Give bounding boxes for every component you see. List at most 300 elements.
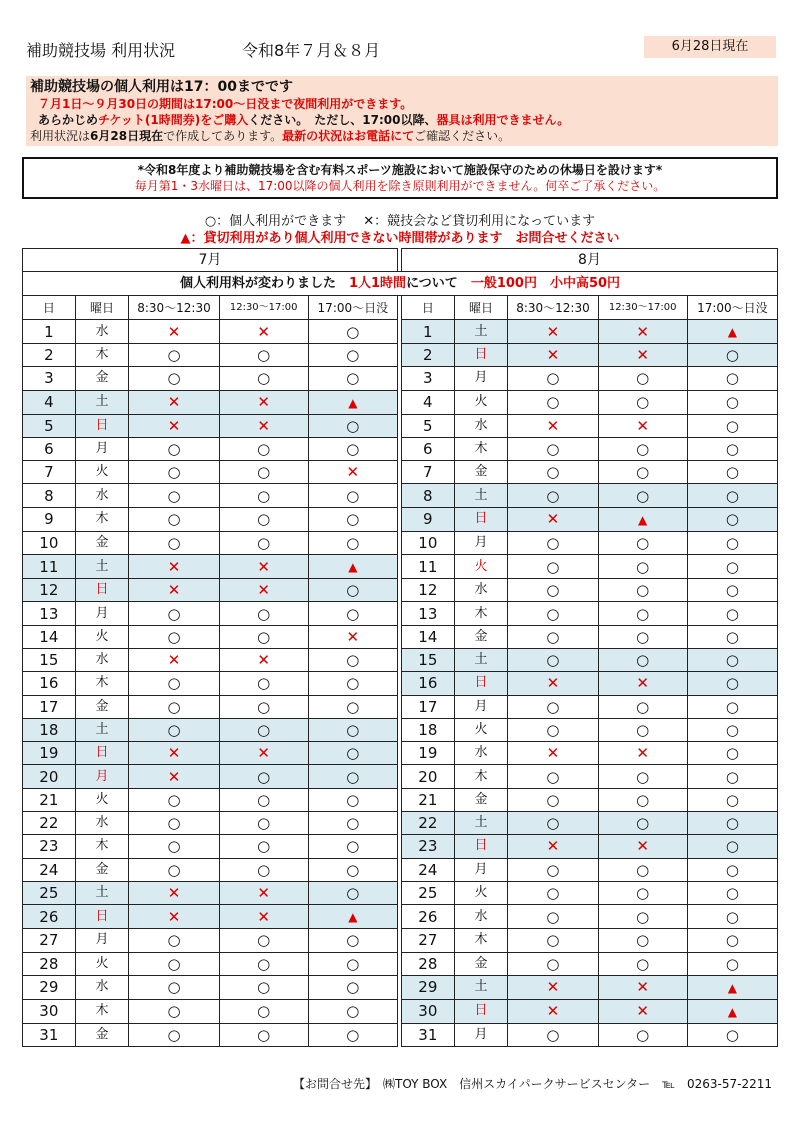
page-title: 補助競技場 利用状況 bbox=[26, 41, 176, 60]
legend-line-1: ○：個人利用ができます ✕：競技会など貸切利用になっています bbox=[204, 214, 596, 229]
table-row bbox=[23, 742, 778, 765]
as-of-date: 6月28日現在 bbox=[644, 36, 776, 58]
august-slot3-cell bbox=[687, 555, 777, 579]
availability-mark: ○ bbox=[546, 884, 560, 903]
availability-mark: ○ bbox=[636, 440, 650, 459]
availability-mark: ○ bbox=[725, 369, 739, 388]
july-slot2-cell bbox=[219, 390, 308, 414]
august-slot3-cell bbox=[687, 672, 777, 695]
august-day-cell: 7 bbox=[401, 461, 454, 484]
availability-mark: ○ bbox=[636, 486, 650, 505]
availability-mark: ✕ bbox=[546, 837, 560, 856]
august-weekday-cell: 月 bbox=[454, 858, 508, 881]
august-weekday-cell: 月 bbox=[454, 367, 508, 390]
col-header-slot3: 17:00～日没 bbox=[687, 296, 777, 320]
july-weekday-cell: 水 bbox=[75, 975, 129, 999]
availability-mark: ✕ bbox=[257, 907, 270, 926]
august-slot2-cell bbox=[598, 952, 687, 975]
availability-mark: ✕ bbox=[636, 322, 649, 341]
july-day-cell: 24 bbox=[23, 858, 76, 881]
availability-mark: ○ bbox=[346, 322, 360, 341]
july-weekday-cell: 木 bbox=[75, 999, 129, 1023]
august-slot1-cell bbox=[508, 531, 598, 554]
july-slot1-cell bbox=[129, 390, 219, 414]
august-slot3-cell bbox=[687, 367, 777, 390]
availability-mark: ○ bbox=[546, 604, 560, 623]
availability-mark: ✕ bbox=[257, 393, 270, 412]
table-row bbox=[23, 1023, 778, 1046]
july-slot3-cell bbox=[308, 952, 397, 975]
availability-mark: ○ bbox=[546, 486, 560, 505]
july-day-cell: 15 bbox=[23, 648, 76, 671]
availability-mark: ○ bbox=[725, 907, 739, 926]
availability-mark: ○ bbox=[346, 1025, 360, 1044]
july-slot1-cell bbox=[129, 484, 219, 507]
availability-mark: ✕ bbox=[346, 463, 360, 482]
availability-mark: ○ bbox=[725, 486, 739, 505]
august-slot2-cell bbox=[598, 344, 687, 367]
availability-mark: ○ bbox=[346, 416, 360, 435]
availability-mark: ○ bbox=[636, 369, 650, 388]
august-slot3-cell bbox=[687, 461, 777, 484]
fee-notice-b: 1人1時間 bbox=[348, 275, 407, 291]
august-weekday-cell: 日 bbox=[454, 344, 508, 367]
availability-mark: ○ bbox=[257, 1025, 271, 1044]
august-weekday-cell: 土 bbox=[454, 975, 508, 999]
availability-mark: ○ bbox=[725, 1025, 739, 1044]
july-weekday-cell: 木 bbox=[75, 507, 129, 531]
july-day-cell: 7 bbox=[23, 461, 76, 484]
august-weekday-cell: 火 bbox=[454, 718, 508, 741]
availability-mark: ○ bbox=[257, 1002, 271, 1021]
availability-mark: ○ bbox=[636, 393, 650, 412]
availability-mark: ✕ bbox=[636, 744, 649, 763]
july-slot1-cell bbox=[129, 320, 219, 344]
august-slot3-cell bbox=[687, 602, 777, 625]
availability-mark: ○ bbox=[167, 860, 181, 879]
july-weekday-cell: 水 bbox=[75, 320, 129, 344]
availability-mark: ○ bbox=[346, 837, 360, 856]
availability-mark: ○ bbox=[167, 533, 181, 552]
august-weekday-cell: 木 bbox=[454, 929, 508, 952]
august-slot3-cell bbox=[687, 905, 777, 929]
availability-mark: ▲ bbox=[727, 325, 737, 339]
availability-mark: ○ bbox=[725, 931, 739, 950]
july-day-cell: 9 bbox=[23, 507, 76, 531]
availability-mark: ○ bbox=[257, 814, 271, 833]
availability-mark: ○ bbox=[167, 604, 181, 623]
closure-notice-line-1: *令和8年度より補助競技場を含む有料スポーツ施設において施設保守のための休場日を設けます* bbox=[137, 163, 663, 177]
availability-mark: ○ bbox=[167, 463, 181, 482]
july-slot2-cell bbox=[219, 1023, 308, 1046]
july-slot2-cell bbox=[219, 765, 308, 788]
notice-line-3-c: ください。 ただし、17:00以降、 bbox=[248, 113, 437, 127]
availability-mark: ○ bbox=[725, 814, 739, 833]
august-weekday-cell: 土 bbox=[454, 484, 508, 507]
availability-mark: ○ bbox=[346, 744, 360, 763]
availability-mark: ○ bbox=[546, 440, 560, 459]
availability-mark: ✕ bbox=[636, 978, 649, 997]
availability-mark: ✕ bbox=[167, 744, 181, 763]
availability-mark: ○ bbox=[257, 860, 271, 879]
availability-mark: ○ bbox=[257, 721, 271, 739]
availability-mark: ○ bbox=[636, 860, 650, 879]
august-slot1-cell bbox=[508, 788, 598, 811]
availability-mark: ○ bbox=[546, 581, 560, 600]
availability-mark: ○ bbox=[346, 860, 360, 879]
august-slot1-cell bbox=[508, 367, 598, 390]
august-weekday-cell: 木 bbox=[454, 437, 508, 460]
availability-mark: ○ bbox=[636, 627, 650, 646]
august-day-cell: 6 bbox=[401, 437, 454, 460]
availability-mark: ✕ bbox=[636, 1002, 649, 1021]
availability-mark: ○ bbox=[346, 369, 360, 388]
july-slot1-cell bbox=[129, 367, 219, 390]
availability-mark: ○ bbox=[725, 954, 739, 973]
july-weekday-cell: 火 bbox=[75, 952, 129, 975]
august-slot2-cell bbox=[598, 437, 687, 460]
availability-mark: ✕ bbox=[167, 393, 181, 412]
availability-mark: ○ bbox=[167, 931, 181, 950]
august-slot3-cell bbox=[687, 414, 777, 437]
august-day-cell: 5 bbox=[401, 414, 454, 437]
july-day-cell: 30 bbox=[23, 999, 76, 1023]
availability-mark: ▲ bbox=[348, 395, 358, 410]
availability-mark: ○ bbox=[257, 510, 271, 529]
availability-mark: ✕ bbox=[167, 651, 181, 670]
july-day-cell: 12 bbox=[23, 579, 76, 602]
july-slot1-cell bbox=[129, 555, 219, 579]
july-slot1-cell bbox=[129, 742, 219, 765]
august-weekday-cell: 木 bbox=[454, 602, 508, 625]
august-weekday-cell: 木 bbox=[454, 765, 508, 788]
july-slot2-cell bbox=[219, 788, 308, 811]
availability-mark: ○ bbox=[257, 697, 271, 716]
availability-mark: ○ bbox=[725, 416, 739, 435]
july-weekday-cell: 土 bbox=[75, 881, 129, 904]
table-row bbox=[23, 952, 778, 975]
august-slot3-cell bbox=[687, 952, 777, 975]
august-day-cell: 8 bbox=[401, 484, 454, 507]
july-slot3-cell bbox=[308, 905, 397, 929]
availability-mark: ✕ bbox=[167, 557, 181, 576]
august-weekday-cell: 日 bbox=[454, 672, 508, 695]
august-slot2-cell bbox=[598, 929, 687, 952]
availability-mark: ○ bbox=[725, 697, 739, 716]
availability-mark: ○ bbox=[346, 954, 360, 973]
availability-mark: ○ bbox=[725, 581, 739, 600]
fee-notice-c: について bbox=[406, 275, 458, 291]
august-weekday-cell: 火 bbox=[454, 881, 508, 904]
august-day-cell: 31 bbox=[401, 1023, 454, 1046]
august-day-cell: 10 bbox=[401, 531, 454, 554]
july-slot1-cell bbox=[129, 929, 219, 952]
august-slot2-cell bbox=[598, 555, 687, 579]
availability-mark: ○ bbox=[636, 954, 650, 973]
availability-mark: ✕ bbox=[167, 581, 181, 600]
august-slot2-cell bbox=[598, 881, 687, 904]
august-day-cell: 30 bbox=[401, 999, 454, 1023]
july-slot2-cell bbox=[219, 484, 308, 507]
august-weekday-cell: 金 bbox=[454, 952, 508, 975]
availability-mark: ○ bbox=[167, 440, 181, 459]
table-row bbox=[23, 390, 778, 414]
august-slot3-cell bbox=[687, 858, 777, 881]
august-day-cell: 23 bbox=[401, 835, 454, 858]
august-weekday-cell: 水 bbox=[454, 905, 508, 929]
july-weekday-cell: 月 bbox=[75, 437, 129, 460]
availability-mark: ○ bbox=[546, 627, 560, 646]
july-day-cell: 8 bbox=[23, 484, 76, 507]
august-slot2-cell bbox=[598, 742, 687, 765]
fee-notice-a: 個人利用料が変わりました bbox=[179, 275, 336, 291]
august-slot1-cell bbox=[508, 858, 598, 881]
fee-notice bbox=[23, 272, 778, 296]
availability-mark: ○ bbox=[346, 697, 360, 716]
availability-mark: ○ bbox=[346, 486, 360, 505]
july-weekday-cell: 土 bbox=[75, 718, 129, 741]
table-row bbox=[23, 788, 778, 811]
availability-mark: ○ bbox=[725, 604, 739, 623]
column-header-row bbox=[23, 296, 778, 320]
august-day-cell: 19 bbox=[401, 742, 454, 765]
table-row bbox=[23, 602, 778, 625]
august-slot3-cell bbox=[687, 765, 777, 788]
availability-mark: ○ bbox=[257, 931, 271, 950]
july-slot3-cell bbox=[308, 437, 397, 460]
availability-mark: ✕ bbox=[636, 674, 649, 693]
august-slot3-cell bbox=[687, 344, 777, 367]
august-slot1-cell bbox=[508, 344, 598, 367]
availability-mark: ○ bbox=[725, 884, 739, 903]
availability-mark: ✕ bbox=[167, 767, 181, 786]
august-slot1-cell bbox=[508, 742, 598, 765]
availability-mark: ○ bbox=[725, 393, 739, 412]
july-slot1-cell bbox=[129, 602, 219, 625]
availability-mark: ○ bbox=[546, 463, 560, 482]
july-slot1-cell bbox=[129, 625, 219, 648]
availability-mark: ○ bbox=[725, 533, 739, 552]
august-day-cell: 17 bbox=[401, 695, 454, 718]
august-slot2-cell bbox=[598, 625, 687, 648]
august-weekday-cell: 水 bbox=[454, 579, 508, 602]
august-weekday-cell: 日 bbox=[454, 835, 508, 858]
july-slot1-cell bbox=[129, 672, 219, 695]
availability-mark: ✕ bbox=[546, 416, 560, 435]
availability-mark: ○ bbox=[346, 884, 360, 903]
august-slot3-cell bbox=[687, 742, 777, 765]
notice-line-3-b: チケット(1時間券)をご購入 bbox=[98, 113, 249, 127]
table-row bbox=[23, 320, 778, 344]
notice-line-4-d: 最新の状況はお電話にて bbox=[282, 129, 415, 143]
august-slot3-cell bbox=[687, 999, 777, 1023]
availability-mark: ✕ bbox=[546, 510, 560, 529]
august-slot3-cell bbox=[687, 507, 777, 531]
august-day-cell: 29 bbox=[401, 975, 454, 999]
availability-mark: ○ bbox=[257, 767, 271, 786]
august-day-cell: 21 bbox=[401, 788, 454, 811]
july-slot2-cell bbox=[219, 905, 308, 929]
august-slot1-cell bbox=[508, 414, 598, 437]
table-row bbox=[23, 555, 778, 579]
availability-mark: ▲ bbox=[638, 512, 648, 527]
notice-line-3-d: 器具は利用できません。 bbox=[436, 113, 570, 127]
august-slot1-cell bbox=[508, 929, 598, 952]
july-slot2-cell bbox=[219, 507, 308, 531]
august-day-cell: 27 bbox=[401, 929, 454, 952]
availability-mark: ○ bbox=[346, 978, 360, 997]
july-slot1-cell bbox=[129, 858, 219, 881]
july-weekday-cell: 土 bbox=[75, 555, 129, 579]
august-day-cell: 22 bbox=[401, 812, 454, 835]
august-slot3-cell bbox=[687, 1023, 777, 1046]
august-weekday-cell: 火 bbox=[454, 390, 508, 414]
august-slot2-cell bbox=[598, 461, 687, 484]
availability-mark: ○ bbox=[167, 1025, 181, 1044]
july-slot2-cell bbox=[219, 975, 308, 999]
july-slot3-cell bbox=[308, 812, 397, 835]
august-weekday-cell: 月 bbox=[454, 1023, 508, 1046]
august-slot1-cell bbox=[508, 999, 598, 1023]
august-slot3-cell bbox=[687, 625, 777, 648]
july-weekday-cell: 水 bbox=[75, 812, 129, 835]
table-row bbox=[23, 531, 778, 554]
july-day-cell: 10 bbox=[23, 531, 76, 554]
availability-mark: ○ bbox=[725, 767, 739, 786]
august-weekday-cell: 日 bbox=[454, 999, 508, 1023]
availability-mark: ○ bbox=[167, 697, 181, 716]
availability-mark: ○ bbox=[725, 346, 739, 365]
availability-mark: ✕ bbox=[636, 416, 649, 435]
july-weekday-cell: 金 bbox=[75, 858, 129, 881]
availability-mark: ○ bbox=[636, 814, 650, 833]
availability-mark: ○ bbox=[167, 814, 181, 833]
notice-line-3-a: あらかじめ bbox=[38, 113, 99, 127]
availability-mark: ✕ bbox=[167, 884, 181, 903]
notice-line-4-e: ご確認ください。 bbox=[414, 129, 511, 143]
availability-mark: ✕ bbox=[257, 651, 270, 670]
availability-mark: ○ bbox=[167, 954, 181, 973]
august-day-cell: 16 bbox=[401, 672, 454, 695]
july-slot2-cell bbox=[219, 742, 308, 765]
legend bbox=[0, 213, 800, 247]
availability-mark: ○ bbox=[167, 369, 181, 388]
august-slot1-cell bbox=[508, 461, 598, 484]
august-slot1-cell bbox=[508, 881, 598, 904]
closure-notice-line-2: 毎月第1・3水曜日は、17:00以降の個人利用を除き原則利用ができません。何卒ご了承ください。 bbox=[134, 179, 666, 193]
august-slot1-cell bbox=[508, 718, 598, 741]
august-day-cell: 28 bbox=[401, 952, 454, 975]
august-slot1-cell bbox=[508, 765, 598, 788]
july-slot3-cell bbox=[308, 555, 397, 579]
july-slot3-cell bbox=[308, 579, 397, 602]
august-weekday-cell: 日 bbox=[454, 507, 508, 531]
july-day-cell: 13 bbox=[23, 602, 76, 625]
july-slot3-cell bbox=[308, 999, 397, 1023]
july-slot3-cell bbox=[308, 484, 397, 507]
august-day-cell: 3 bbox=[401, 367, 454, 390]
availability-mark: ○ bbox=[257, 463, 271, 482]
table-row bbox=[23, 414, 778, 437]
availability-mark: ○ bbox=[257, 369, 271, 388]
july-day-cell: 25 bbox=[23, 881, 76, 904]
august-slot2-cell bbox=[598, 765, 687, 788]
availability-mark: ○ bbox=[725, 674, 739, 693]
availability-mark: ○ bbox=[725, 510, 739, 529]
august-weekday-cell: 土 bbox=[454, 648, 508, 671]
availability-mark: ○ bbox=[257, 954, 271, 973]
july-slot2-cell bbox=[219, 579, 308, 602]
august-slot1-cell bbox=[508, 812, 598, 835]
august-weekday-cell: 金 bbox=[454, 461, 508, 484]
july-day-cell: 5 bbox=[23, 414, 76, 437]
july-slot1-cell bbox=[129, 344, 219, 367]
july-slot3-cell bbox=[308, 367, 397, 390]
july-slot2-cell bbox=[219, 952, 308, 975]
july-label: 7月 bbox=[23, 249, 398, 272]
july-day-cell: 23 bbox=[23, 835, 76, 858]
table-row bbox=[23, 812, 778, 835]
availability-mark: ○ bbox=[636, 790, 650, 809]
availability-mark: ○ bbox=[725, 463, 739, 482]
availability-mark: ✕ bbox=[546, 744, 560, 763]
august-day-cell: 11 bbox=[401, 555, 454, 579]
august-slot3-cell bbox=[687, 695, 777, 718]
availability-mark: ○ bbox=[546, 1025, 560, 1044]
availability-mark: ○ bbox=[546, 697, 560, 716]
july-weekday-cell: 金 bbox=[75, 367, 129, 390]
contact-footer: 【お問合せ先】 ㈱TOY BOX 信州スカイパークサービスセンター ℡ 0263-57-2211 bbox=[292, 1077, 772, 1091]
july-slot2-cell bbox=[219, 858, 308, 881]
availability-mark: ○ bbox=[167, 721, 181, 739]
august-day-cell: 4 bbox=[401, 390, 454, 414]
july-day-cell: 20 bbox=[23, 765, 76, 788]
july-slot2-cell bbox=[219, 695, 308, 718]
col-header-slot1: 8:30～12:30 bbox=[129, 296, 219, 320]
july-slot3-cell bbox=[308, 975, 397, 999]
july-slot3-cell bbox=[308, 1023, 397, 1046]
availability-mark: ✕ bbox=[257, 322, 270, 341]
august-slot2-cell bbox=[598, 648, 687, 671]
july-day-cell: 31 bbox=[23, 1023, 76, 1046]
table-row bbox=[23, 484, 778, 507]
availability-mark: ○ bbox=[167, 486, 181, 505]
table-row bbox=[23, 905, 778, 929]
august-slot3-cell bbox=[687, 835, 777, 858]
august-day-cell: 1 bbox=[401, 320, 454, 344]
august-slot2-cell bbox=[598, 484, 687, 507]
july-slot1-cell bbox=[129, 695, 219, 718]
july-slot3-cell bbox=[308, 507, 397, 531]
availability-mark: ○ bbox=[636, 697, 650, 716]
august-slot2-cell bbox=[598, 975, 687, 999]
table-row bbox=[23, 648, 778, 671]
availability-mark: ○ bbox=[725, 790, 739, 809]
july-slot2-cell bbox=[219, 881, 308, 904]
availability-mark: ○ bbox=[546, 814, 560, 833]
notice-line-4 bbox=[30, 128, 774, 144]
availability-mark: ✕ bbox=[546, 1002, 560, 1021]
july-slot1-cell bbox=[129, 414, 219, 437]
month-header-row bbox=[23, 249, 778, 272]
fee-row bbox=[23, 272, 778, 296]
availability-mark: ○ bbox=[725, 860, 739, 879]
availability-mark: ○ bbox=[725, 837, 739, 856]
july-slot1-cell bbox=[129, 999, 219, 1023]
july-slot1-cell bbox=[129, 437, 219, 460]
august-slot1-cell bbox=[508, 390, 598, 414]
availability-mark: ○ bbox=[346, 814, 360, 833]
